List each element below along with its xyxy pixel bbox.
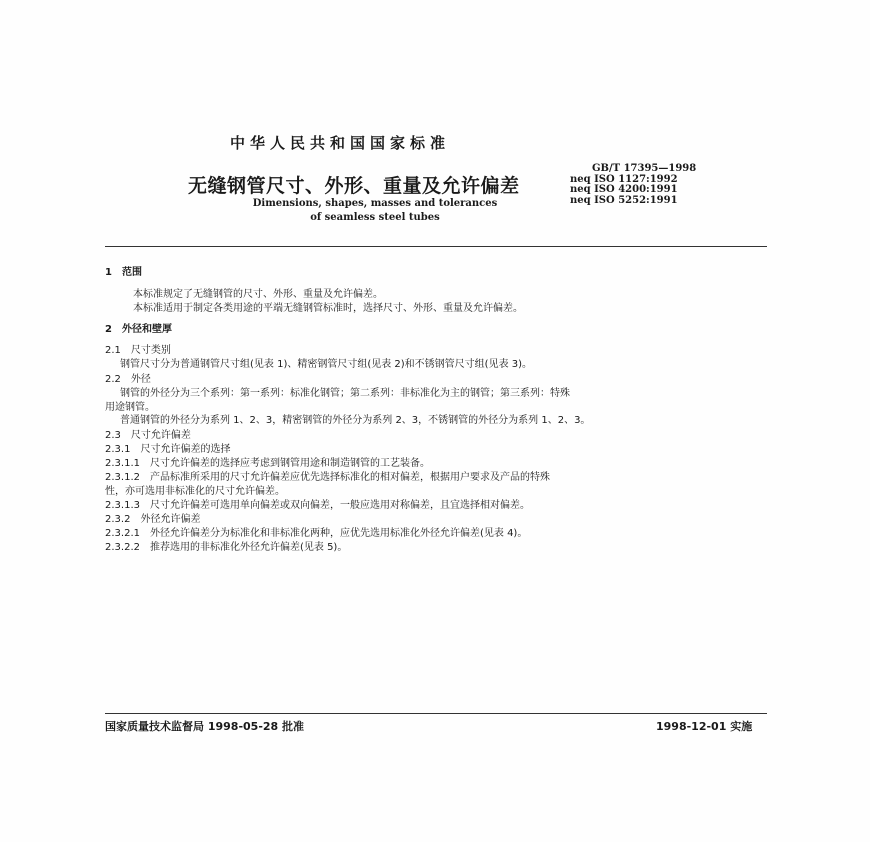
section-2-2-para-1a: 钢管的外径分为三个系列：第一系列：标准化钢管；第二系列：非标准化为主的钢管；第三系列：特殊: [120, 388, 570, 399]
issuing-organization: 中华人民共和国国家标准: [230, 134, 451, 152]
standard-codes: [570, 164, 696, 206]
neq-code-1: neq ISO 1127:1992: [570, 173, 678, 185]
section-2-3-2-1: 2.3.2.1 外径允许偏差分为标准化和非标准化两种，应优先选用标准化外径允许偏差(见表 4)。: [105, 528, 528, 539]
section-2-3-2-heading: 2.3.2 外径允许偏差: [105, 514, 201, 525]
section-2-1-heading: 2.1 尺寸类别: [105, 345, 171, 356]
section-1-para-1: 本标准规定了无缝钢管的尺寸、外形、重量及允许偏差。: [133, 289, 383, 300]
section-2-heading: 2 外径和壁厚: [105, 324, 172, 335]
header-divider: [105, 246, 767, 247]
gb-code: GB/T 17395—1998: [592, 163, 697, 174]
section-2-2-para-2: 普通钢管的外径分为系列 1、2、3，精密钢管的外径分为系列 2、3，不锈钢管的外径分为系列 1、2、3。: [120, 415, 591, 426]
english-title-line-1: Dimensions, shapes, masses and tolerances: [252, 198, 498, 209]
section-2-3-2-2: 2.3.2.2 推荐选用的非标准化外径允许偏差(见表 5)。: [105, 542, 348, 553]
section-2-3-1-heading: 2.3.1 尺寸允许偏差的选择: [105, 444, 231, 455]
document-title: 无缝钢管尺寸、外形、重量及允许偏差: [188, 175, 520, 197]
section-1-para-2: 本标准适用于制定各类用途的平端无缝钢管标准时，选择尺寸、外形、重量及允许偏差。: [133, 303, 523, 314]
neq-code-2: neq ISO 4200:1991: [570, 184, 678, 195]
approval-date: 国家质量技术监督局 1998-05-28 批准: [105, 720, 305, 733]
section-2-3-1-2a: 2.3.1.2 产品标准所采用的尺寸允许偏差应优先选择标准化的相对偏差，根据用户要求及产品的特殊: [105, 472, 550, 483]
effective-date: 1998-12-01 实施: [656, 720, 753, 733]
section-2-1-para: 钢管尺寸分为普通钢管尺寸组(见表 1)、精密钢管尺寸组(见表 2)和不锈钢管尺寸组(见表 3)。: [120, 359, 533, 370]
section-1-heading: 1 范围: [105, 267, 142, 278]
section-2-3-1-3: 2.3.1.3 尺寸允许偏差可选用单向偏差或双向偏差，一般应选用对称偏差，且宜选择相对偏差。: [105, 500, 530, 511]
section-2-3-1-1: 2.3.1.1 尺寸允许偏差的选择应考虑到钢管用途和制造钢管的工艺装备。: [105, 458, 430, 469]
english-title-line-2: of seamless steel tubes: [310, 212, 440, 223]
neq-code-3: neq ISO 5252:1991: [570, 194, 678, 206]
footer-divider: [105, 713, 767, 714]
section-2-3-1-2b: 性，亦可选用非标准化的尺寸允许偏差。: [105, 486, 285, 497]
section-2-3-heading: 2.3 尺寸允许偏差: [105, 430, 191, 441]
section-2-2-para-1b: 用途钢管。: [105, 402, 155, 413]
section-2-2-heading: 2.2 外径: [105, 374, 151, 385]
